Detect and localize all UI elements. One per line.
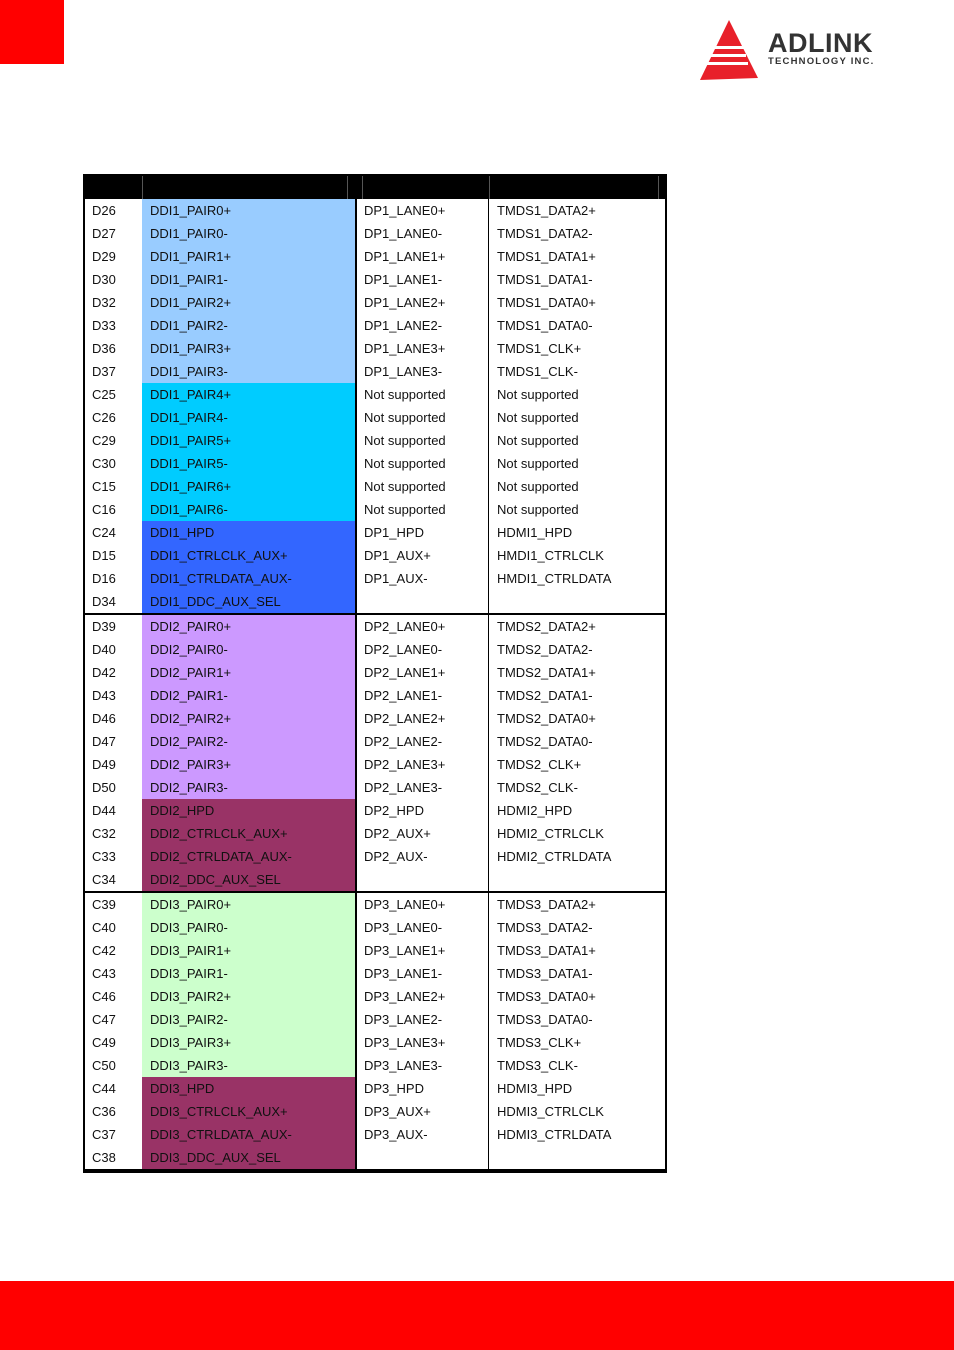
dp-cell: Not supported — [357, 452, 489, 475]
table-row — [85, 452, 665, 475]
signal-cell: DDI2_DDC_AUX_SEL — [142, 868, 357, 891]
table-row — [85, 893, 665, 916]
pin-cell: C40 — [92, 920, 116, 935]
hdmi-cell: TMDS3_DATA0- — [497, 1012, 593, 1027]
pin-cell: D15 — [92, 548, 116, 563]
signal-cell: DDI2_PAIR2+ — [142, 707, 357, 730]
table-row — [85, 590, 665, 615]
pin-cell: D29 — [92, 249, 116, 264]
adlink-logo — [696, 18, 906, 84]
table-row — [85, 1077, 665, 1100]
dp-cell: DP2_LANE2- — [357, 730, 489, 753]
table-row — [85, 615, 665, 638]
dp-cell: DP3_LANE3- — [357, 1054, 489, 1077]
hdmi-cell — [489, 1146, 665, 1169]
pin-cell: D47 — [92, 734, 116, 749]
table-row — [85, 383, 665, 406]
table-row — [85, 845, 665, 868]
dp-cell: DP1_HPD — [357, 521, 489, 544]
pin-cell: C47 — [92, 1012, 116, 1027]
dp-cell — [357, 1146, 489, 1169]
table-row — [85, 291, 665, 314]
table-row — [85, 199, 665, 222]
signal-cell: DDI1_CTRLDATA_AUX- — [142, 567, 357, 590]
pin-cell: D46 — [92, 711, 116, 726]
hdmi-cell: TMDS2_DATA2- — [497, 642, 593, 657]
signal-cell: DDI1_PAIR1- — [142, 268, 357, 291]
signal-cell: DDI3_PAIR1+ — [142, 939, 357, 962]
hdmi-cell: HDMI3_CTRLDATA — [497, 1127, 612, 1142]
pin-cell: D30 — [92, 272, 116, 287]
signal-cell: DDI1_PAIR5- — [142, 452, 357, 475]
pin-cell: C37 — [92, 1127, 116, 1142]
pin-cell: C30 — [92, 456, 116, 471]
table-row — [85, 684, 665, 707]
dp-cell: DP1_LANE2+ — [357, 291, 489, 314]
dp-cell: DP2_LANE0+ — [357, 615, 489, 638]
hdmi-cell: Not supported — [497, 387, 579, 402]
signal-cell: DDI2_PAIR3- — [142, 776, 357, 799]
dp-cell: DP1_LANE1- — [357, 268, 489, 291]
pin-cell: C29 — [92, 433, 116, 448]
dp-cell: DP3_LANE2+ — [357, 985, 489, 1008]
dp-cell: DP2_HPD — [357, 799, 489, 822]
logo-tagline: TECHNOLOGY INC. — [768, 56, 875, 67]
pin-cell: C46 — [92, 989, 116, 1004]
hdmi-cell: HDMI3_HPD — [497, 1081, 573, 1096]
signal-cell: DDI1_HPD — [142, 521, 357, 544]
hdmi-cell: TMDS1_DATA2- — [497, 226, 593, 241]
hdmi-cell: TMDS3_DATA2- — [497, 920, 593, 935]
dp-cell: DP2_LANE3- — [357, 776, 489, 799]
signal-cell: DDI3_PAIR3+ — [142, 1031, 357, 1054]
pin-cell: D36 — [92, 341, 116, 356]
table-row — [85, 962, 665, 985]
signal-cell: DDI1_PAIR2- — [142, 314, 357, 337]
pin-cell: C15 — [92, 479, 116, 494]
dp-cell: DP2_LANE2+ — [357, 707, 489, 730]
signal-cell: DDI1_PAIR4- — [142, 406, 357, 429]
pin-cell: D37 — [92, 364, 116, 379]
logo-name: ADLINK — [768, 28, 873, 58]
table-row — [85, 222, 665, 245]
table-row — [85, 544, 665, 567]
table-row — [85, 1031, 665, 1054]
signal-cell: DDI2_PAIR0+ — [142, 615, 357, 638]
pin-cell: C32 — [92, 826, 116, 841]
pin-cell: D43 — [92, 688, 116, 703]
hdmi-cell: Not supported — [497, 433, 579, 448]
table-row — [85, 799, 665, 822]
hdmi-cell: HDMI1_HPD — [497, 525, 573, 540]
signal-cell: DDI1_PAIR4+ — [142, 383, 357, 406]
signal-cell: DDI1_PAIR6- — [142, 498, 357, 521]
dp-cell: DP3_LANE2- — [357, 1008, 489, 1031]
signal-cell: DDI1_PAIR5+ — [142, 429, 357, 452]
dp-cell: DP3_LANE0+ — [357, 893, 489, 916]
dp-cell: DP2_LANE1- — [357, 684, 489, 707]
signal-cell: DDI3_PAIR1- — [142, 962, 357, 985]
table-row — [85, 1008, 665, 1031]
hdmi-cell: Not supported — [497, 479, 579, 494]
signal-cell: DDI2_PAIR0- — [142, 638, 357, 661]
pin-table — [83, 174, 667, 1173]
table-row — [85, 707, 665, 730]
table-row — [85, 429, 665, 452]
signal-cell: DDI3_PAIR3- — [142, 1054, 357, 1077]
table-row — [85, 314, 665, 337]
dp-cell: Not supported — [357, 406, 489, 429]
hdmi-cell: TMDS1_DATA2+ — [497, 203, 596, 218]
signal-cell: DDI3_PAIR0- — [142, 916, 357, 939]
table-row — [85, 868, 665, 893]
pin-cell: D39 — [92, 619, 116, 634]
signal-cell: DDI2_PAIR3+ — [142, 753, 357, 776]
hdmi-cell: TMDS2_DATA0- — [497, 734, 593, 749]
pin-cell: C50 — [92, 1058, 116, 1073]
dp-cell: DP1_LANE0+ — [357, 199, 489, 222]
table-row — [85, 1146, 665, 1171]
hdmi-cell: TMDS1_DATA0- — [497, 318, 593, 333]
dp-cell: DP3_AUX+ — [357, 1100, 489, 1123]
pin-cell: C49 — [92, 1035, 116, 1050]
hdmi-cell: TMDS1_CLK- — [497, 364, 578, 379]
dp-cell: DP3_LANE1- — [357, 962, 489, 985]
hdmi-cell: TMDS1_DATA1+ — [497, 249, 596, 264]
hdmi-cell: HMDI1_CTRLCLK — [497, 548, 604, 563]
table-body — [85, 199, 665, 1171]
table-row — [85, 406, 665, 429]
hdmi-cell: TMDS2_DATA1- — [497, 688, 593, 703]
hdmi-cell: TMDS2_CLK- — [497, 780, 578, 795]
signal-cell: DDI2_PAIR1+ — [142, 661, 357, 684]
table-row — [85, 1054, 665, 1077]
hdmi-cell: TMDS3_DATA1- — [497, 966, 593, 981]
signal-cell: DDI1_PAIR0- — [142, 222, 357, 245]
table-row — [85, 337, 665, 360]
signal-cell: DDI3_PAIR2- — [142, 1008, 357, 1031]
table-row — [85, 1123, 665, 1146]
table-row — [85, 730, 665, 753]
pin-cell: D26 — [92, 203, 116, 218]
hdmi-cell: TMDS3_DATA1+ — [497, 943, 596, 958]
signal-cell: DDI2_PAIR2- — [142, 730, 357, 753]
dp-cell: DP1_LANE3+ — [357, 337, 489, 360]
pin-cell: D50 — [92, 780, 116, 795]
hdmi-cell: HDMI2_CTRLCLK — [497, 826, 604, 841]
pin-cell: C36 — [92, 1104, 116, 1119]
hdmi-cell: TMDS2_CLK+ — [497, 757, 582, 772]
dp-cell: DP3_LANE1+ — [357, 939, 489, 962]
hdmi-cell: TMDS3_CLK+ — [497, 1035, 582, 1050]
hdmi-cell: TMDS2_DATA2+ — [497, 619, 596, 634]
dp-cell: DP1_LANE1+ — [357, 245, 489, 268]
signal-cell: DDI2_PAIR1- — [142, 684, 357, 707]
table-row — [85, 498, 665, 521]
dp-cell: DP3_HPD — [357, 1077, 489, 1100]
hdmi-cell: Not supported — [497, 502, 579, 517]
signal-cell: DDI1_DDC_AUX_SEL — [142, 590, 357, 613]
signal-cell: DDI2_CTRLCLK_AUX+ — [142, 822, 357, 845]
pin-cell: C34 — [92, 872, 116, 887]
signal-cell: DDI3_HPD — [142, 1077, 357, 1100]
dp-cell: DP1_AUX- — [357, 567, 489, 590]
table-row — [85, 245, 665, 268]
hdmi-cell: TMDS3_DATA2+ — [497, 897, 596, 912]
hdmi-cell: HDMI2_HPD — [497, 803, 573, 818]
signal-cell: DDI1_PAIR3+ — [142, 337, 357, 360]
footer-bar — [0, 1281, 954, 1350]
signal-cell: DDI3_PAIR2+ — [142, 985, 357, 1008]
pin-cell: C44 — [92, 1081, 116, 1096]
hdmi-cell — [489, 590, 665, 613]
signal-cell: DDI1_PAIR1+ — [142, 245, 357, 268]
pin-cell: C42 — [92, 943, 116, 958]
signal-cell: DDI3_DDC_AUX_SEL — [142, 1146, 357, 1169]
table-row — [85, 776, 665, 799]
dp-cell: DP2_AUX- — [357, 845, 489, 868]
signal-cell: DDI1_PAIR2+ — [142, 291, 357, 314]
signal-cell: DDI2_HPD — [142, 799, 357, 822]
dp-cell: Not supported — [357, 429, 489, 452]
table-row — [85, 753, 665, 776]
pin-cell: C24 — [92, 525, 116, 540]
corner-tab — [0, 0, 64, 64]
dp-cell: DP1_LANE0- — [357, 222, 489, 245]
dp-cell: Not supported — [357, 383, 489, 406]
table-row — [85, 521, 665, 544]
hdmi-cell: TMDS1_CLK+ — [497, 341, 582, 356]
pin-cell: D49 — [92, 757, 116, 772]
hdmi-cell: TMDS2_DATA1+ — [497, 665, 596, 680]
dp-cell — [357, 590, 489, 613]
hdmi-cell: TMDS2_DATA0+ — [497, 711, 596, 726]
logo-triangle-icon — [696, 18, 762, 84]
dp-cell: DP1_AUX+ — [357, 544, 489, 567]
dp-cell: Not supported — [357, 498, 489, 521]
table-row — [85, 360, 665, 383]
table-row — [85, 638, 665, 661]
table-row — [85, 916, 665, 939]
pin-cell: D44 — [92, 803, 116, 818]
signal-cell: DDI1_CTRLCLK_AUX+ — [142, 544, 357, 567]
table-row — [85, 985, 665, 1008]
signal-cell: DDI3_CTRLCLK_AUX+ — [142, 1100, 357, 1123]
table-row — [85, 475, 665, 498]
hdmi-cell: Not supported — [497, 456, 579, 471]
pin-cell: C38 — [92, 1150, 116, 1165]
dp-cell: DP2_LANE3+ — [357, 753, 489, 776]
signal-cell: DDI1_PAIR3- — [142, 360, 357, 383]
pin-cell: C26 — [92, 410, 116, 425]
hdmi-cell: TMDS1_DATA0+ — [497, 295, 596, 310]
hdmi-cell: HDMI3_CTRLCLK — [497, 1104, 604, 1119]
hdmi-cell: TMDS1_DATA1- — [497, 272, 593, 287]
dp-cell: DP3_AUX- — [357, 1123, 489, 1146]
dp-cell: DP1_LANE2- — [357, 314, 489, 337]
dp-cell: DP2_AUX+ — [357, 822, 489, 845]
dp-cell: DP2_LANE1+ — [357, 661, 489, 684]
hdmi-cell: TMDS3_CLK- — [497, 1058, 578, 1073]
pin-cell: C33 — [92, 849, 116, 864]
dp-cell: Not supported — [357, 475, 489, 498]
hdmi-cell: HMDI1_CTRLDATA — [497, 571, 612, 586]
signal-cell: DDI2_CTRLDATA_AUX- — [142, 845, 357, 868]
hdmi-cell — [489, 868, 665, 891]
hdmi-cell: Not supported — [497, 410, 579, 425]
pin-cell: C16 — [92, 502, 116, 517]
hdmi-cell: HDMI2_CTRLDATA — [497, 849, 612, 864]
pin-cell: D27 — [92, 226, 116, 241]
pin-cell: C39 — [92, 897, 116, 912]
pin-cell: D42 — [92, 665, 116, 680]
signal-cell: DDI3_CTRLDATA_AUX- — [142, 1123, 357, 1146]
pin-cell: D16 — [92, 571, 116, 586]
pin-cell: D34 — [92, 594, 116, 609]
table-row — [85, 567, 665, 590]
table-row — [85, 661, 665, 684]
hdmi-cell: TMDS3_DATA0+ — [497, 989, 596, 1004]
dp-cell: DP2_LANE0- — [357, 638, 489, 661]
pin-cell: C43 — [92, 966, 116, 981]
signal-cell: DDI1_PAIR0+ — [142, 199, 357, 222]
dp-cell: DP3_LANE0- — [357, 916, 489, 939]
signal-cell: DDI1_PAIR6+ — [142, 475, 357, 498]
table-row — [85, 268, 665, 291]
pin-cell: C25 — [92, 387, 116, 402]
table-row — [85, 822, 665, 845]
dp-cell — [357, 868, 489, 891]
table-row — [85, 939, 665, 962]
pin-cell: D32 — [92, 295, 116, 310]
table-header — [85, 174, 665, 199]
signal-cell: DDI3_PAIR0+ — [142, 893, 357, 916]
dp-cell: DP1_LANE3- — [357, 360, 489, 383]
dp-cell: DP3_LANE3+ — [357, 1031, 489, 1054]
pin-cell: D33 — [92, 318, 116, 333]
table-row — [85, 1100, 665, 1123]
pin-cell: D40 — [92, 642, 116, 657]
